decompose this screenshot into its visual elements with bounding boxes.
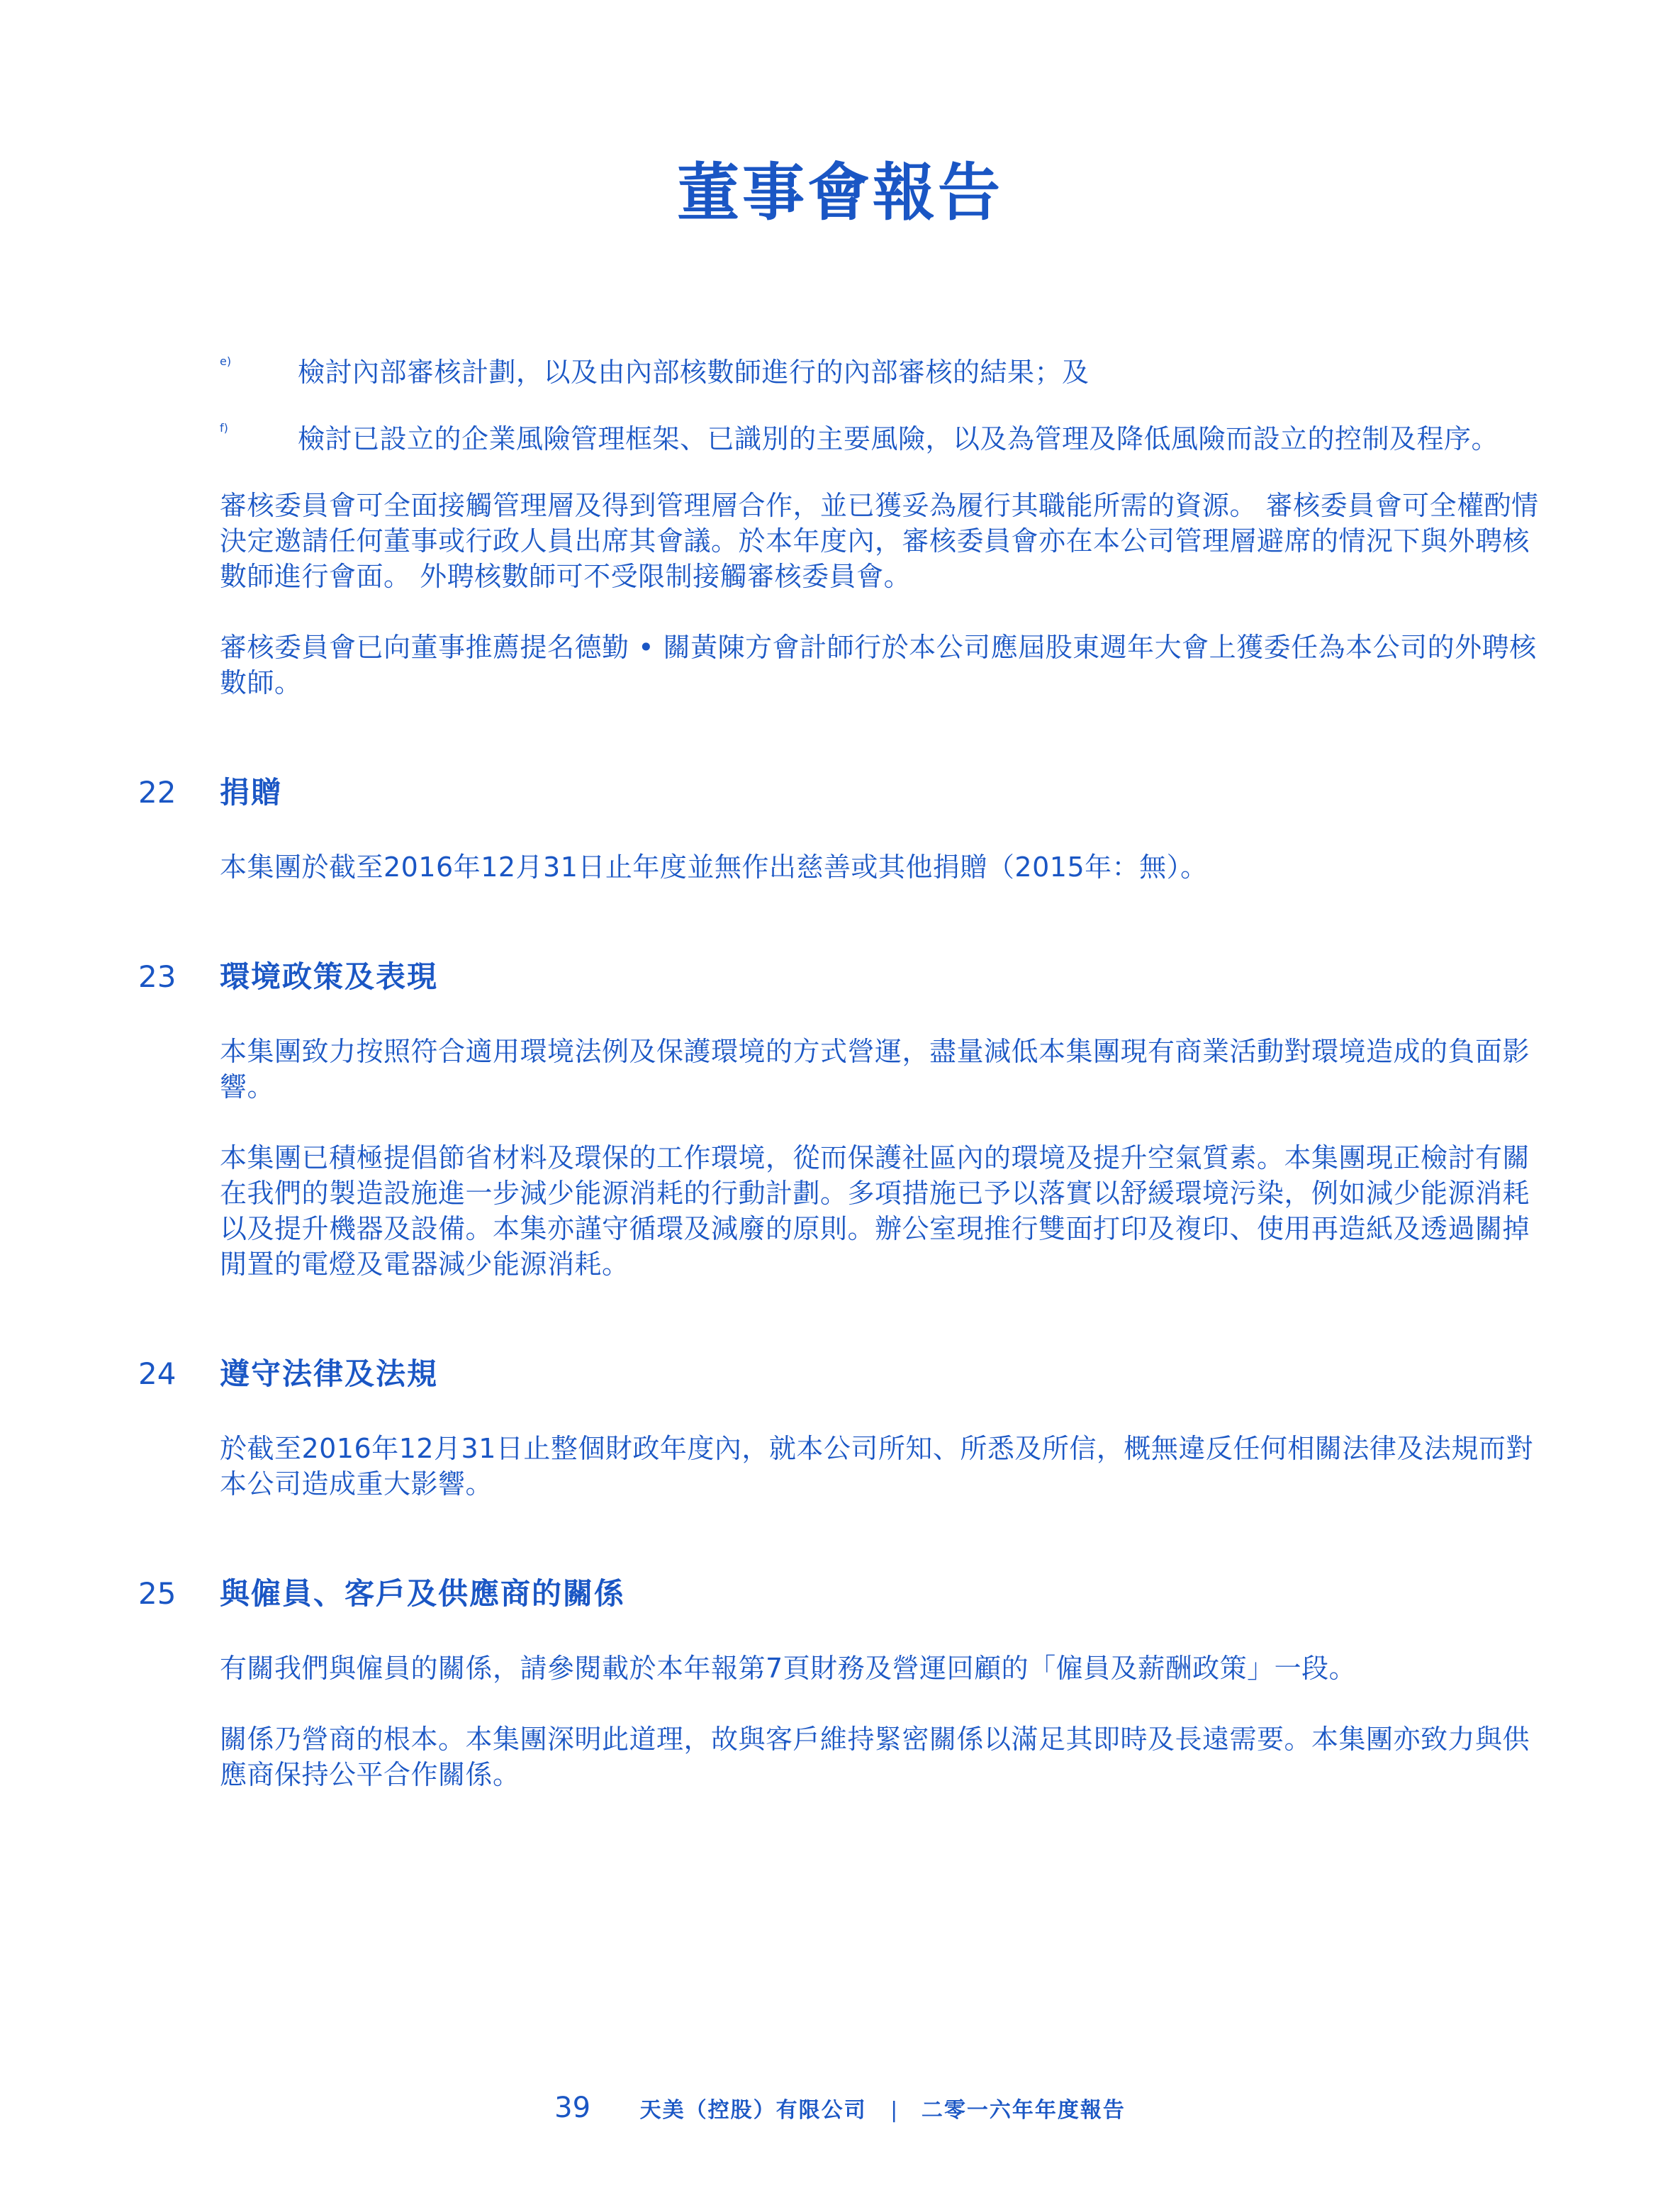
list-item-e [220,355,1545,390]
list-item-marker: f) [220,421,228,435]
list-item-text: 檢討內部審核計劃，以及由內部核數師進行的內部審核的結果；及 [298,357,1090,388]
main-content [138,355,1545,1828]
section-paragraph: 於截至2016年12月31日止整個財政年度內，就本公司所知、所悉及所信，概無違反任何相關法律及法規而對本公司造成重大影響。 [220,1433,1533,1500]
list-item-text: 檢討已設立的企業風險管理框架、已識別的主要風險，以及為管理及降低風險而設立的控制及程序。 [298,423,1499,454]
section-number: 25 [138,1576,177,1611]
audit-committee-paragraph: 審核委員會可全面接觸管理層及得到管理層合作，並已獲妥為履行其職能所需的資源。 審核委員會可全權酌情決定邀請任何董事或行政人員出席其會議。於本年度內，審核委員會亦在本公司管理層避席的情況下與外聘核數師進行會面。 外聘核數師可不受限制接觸審核委員會。 [220,490,1539,592]
section-number: 22 [138,775,177,810]
page-number: 39 [554,2092,591,2124]
footer-separator: | [890,2098,898,2123]
section-paragraph: 本集團於截至2016年12月31日止年度並無作出慈善或其他捐贈（2015年：無）。 [220,852,1208,883]
section-number: 23 [138,959,177,994]
auditor-recommendation-paragraph: 審核委員會已向董事推薦提名德勤 • 關黃陳方會計師行於本公司應屆股東週年大會上獲委任為本公司的外聘核數師。 [220,632,1537,698]
section-paragraph: 本集團致力按照符合適用環境法例及保護環境的方式營運，盡量減低本集團現有商業活動對環境造成的負面影響。 [220,1036,1530,1103]
section-title: 捐贈 [220,775,283,810]
section-paragraph: 本集團已積極提倡節省材料及環保的工作環境，從而保護社區內的環境及提升空氣質素。本集團現正檢討有關在我們的製造設施進一步減少能源消耗的行動計劃。多項措施已予以落實以舒緩環境污染，例如減少能源消耗以及提升機器及設備。本集亦謹守循環及減廢的原則。辦公室現推行雙面打印及複印、使用再造紙及透過關掉閒置的電燈及電器減少能源消耗。 [220,1142,1530,1280]
page-title: 董事會報告 [676,155,1003,229]
section-number: 24 [138,1356,177,1391]
section-title: 遵守法律及法規 [220,1356,439,1391]
section-relationships [138,1573,1545,1792]
section-donations [138,771,1545,885]
section-title: 環境政策及表現 [220,959,439,994]
page-footer [0,2092,1680,2124]
section-paragraph: 有關我們與僱員的關係，請參閱載於本年報第7頁財務及營運回顧的「僱員及薪酬政策」一段。 [220,1653,1357,1684]
list-item-f [220,421,1545,457]
section-compliance [138,1353,1545,1502]
section-paragraph: 關係乃營商的根本。本集團深明此道理，故與客戶維持緊密關係以滿足其即時及長遠需要。本集團亦致力與供應商保持公平合作關係。 [220,1724,1530,1790]
section-environment [138,956,1545,1282]
company-name: 天美（控股）有限公司 [639,2098,867,2123]
report-name: 二零一六年年度報告 [921,2098,1126,2123]
list-item-marker: e) [220,355,232,368]
section-title: 與僱員、客戶及供應商的關係 [220,1576,626,1611]
